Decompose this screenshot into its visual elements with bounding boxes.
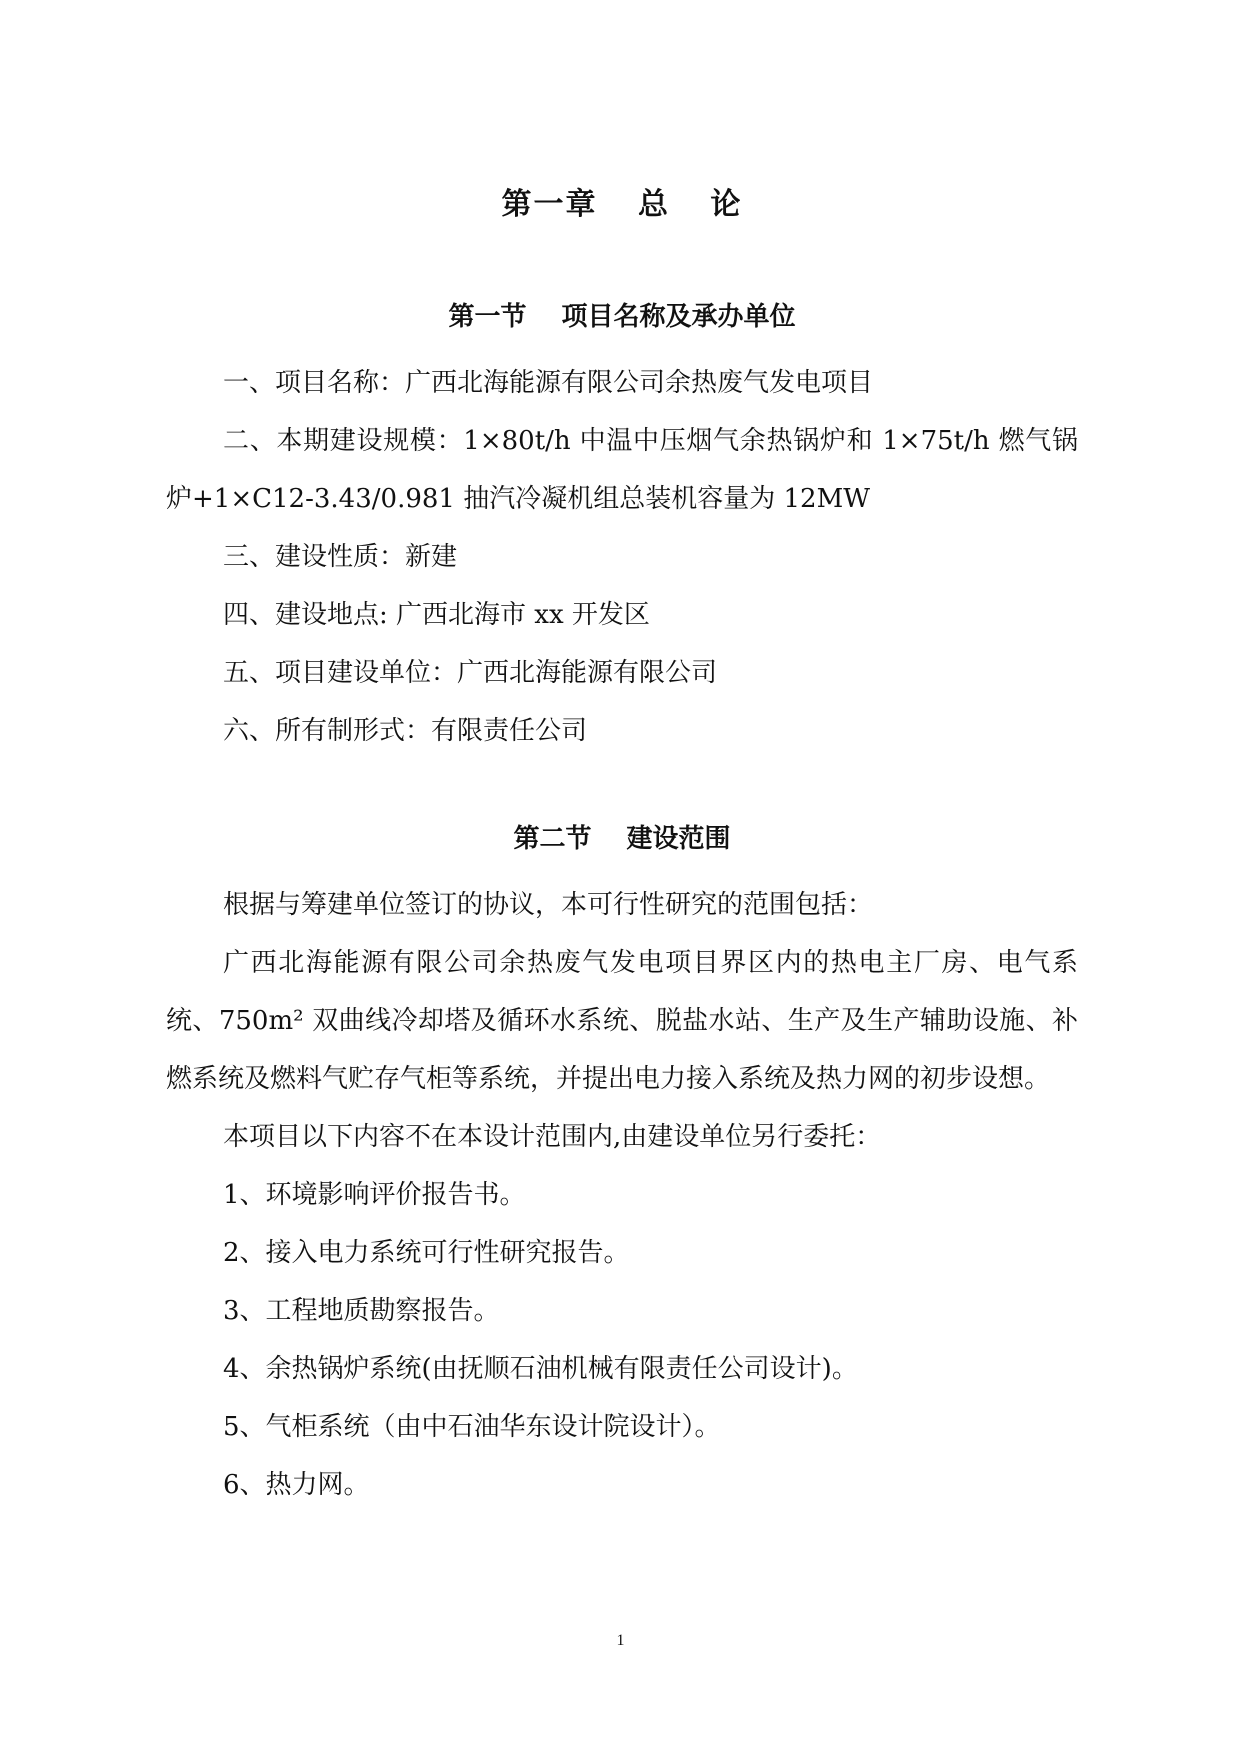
construction-nature-paragraph: 三、建设性质：新建 xyxy=(223,542,458,572)
section-title-1: 第一节 项目名称及承办单位 xyxy=(448,302,796,332)
page-number: 1 xyxy=(616,1632,625,1649)
ownership-paragraph: 六、所有制形式：有限责任公司 xyxy=(223,716,588,746)
exclusion-item-1: 1、环境影响评价报告书。 xyxy=(223,1180,526,1210)
exclusion-item-2: 2、接入电力系统可行性研究报告。 xyxy=(223,1238,630,1268)
scope-detail-paragraph: 广西北海能源有限公司余热废气发电项目界区内的热电主厂房、电气系统、750m² 双曲线冷却塔及循环水系统、脱盐水站、生产及生产辅助设施、补燃系统及燃料气贮存气柜等系统，并提出电力接入系统及热力网的初步设想。 xyxy=(166,948,1078,1094)
exclusion-item-5: 5、气柜系统（由中石油华东设计院设计）。 xyxy=(223,1412,721,1442)
section-title-2: 第二节 建设范围 xyxy=(513,824,731,854)
construction-location-paragraph: 四、建设地点: 广西北海市 xx 开发区 xyxy=(223,600,650,630)
construction-unit-paragraph: 五、项目建设单位：广西北海能源有限公司 xyxy=(223,658,718,688)
project-name-paragraph: 一、项目名称：广西北海能源有限公司余热废气发电项目 xyxy=(223,368,874,398)
construction-scale-paragraph: 二、本期建设规模：1×80t/h 中温中压烟气余热锅炉和 1×75t/h 燃气锅炉+1×C12-3.43/0.981 抽汽冷凝机组总装机容量为 12MW xyxy=(166,426,1078,514)
exclusion-item-4: 4、余热锅炉系统(由抚顺石油机械有限责任公司设计)。 xyxy=(223,1354,858,1384)
scope-intro-paragraph: 根据与筹建单位签订的协议，本可行性研究的范围包括： xyxy=(223,890,874,920)
exclusion-intro-paragraph: 本项目以下内容不在本设计范围内,由建设单位另行委托： xyxy=(223,1122,882,1152)
exclusion-item-6: 6、热力网。 xyxy=(223,1470,370,1500)
exclusion-item-3: 3、工程地质勘察报告。 xyxy=(223,1296,500,1326)
page-content xyxy=(166,185,1078,1514)
chapter-title: 第一章 总 论 xyxy=(501,187,743,222)
